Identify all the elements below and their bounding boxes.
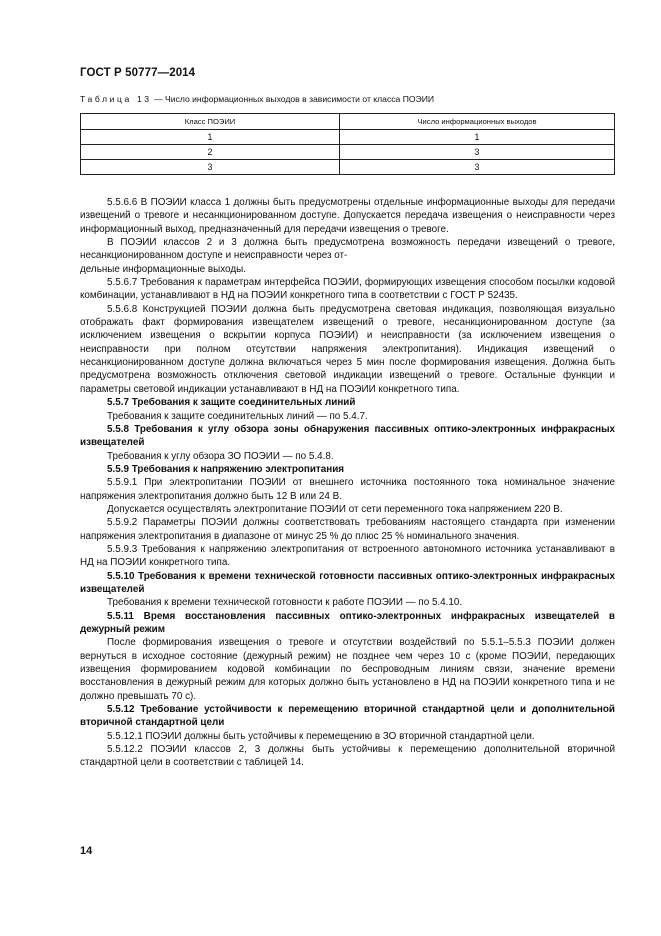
- paragraph: В ПОЭИИ классов 2 и 3 должна быть предусмотрена возможность передачи извещений о тревоге, несанкционированном доступе и неисправности через от-: [80, 237, 615, 262]
- paragraph: После формирования извещения о тревоге и отсутствии воздействий по 5.5.1–5.5.3 ПОЭИИ должен вернуться в исходное состояние (дежурный режим) не позднее чем через 10 с (кроме ПОЭИИ, передающих извещения формированием кодовой комбинации по беспроводным линиям связи, значение времени восстановления в дежурный режим для которых должно быть установлено в НД на ПОЭИИ конкретного типа и не должно превышать 70 с).: [80, 637, 615, 702]
- col-header-outputs: Число информационных выходов: [340, 114, 615, 130]
- table-row: [81, 160, 615, 175]
- table-cell: 3: [81, 160, 340, 175]
- paragraph: 5.5.12.1 ПОЭИИ должны быть устойчивы к перемещению в ЗО вторичной стандартной цели.: [107, 730, 535, 742]
- paragraph: Допускается осуществлять электропитание ПОЭИИ от сети переменного тока напряжением 220 В.: [107, 503, 563, 515]
- paragraph: дельные информационные выходы.: [80, 263, 246, 275]
- table-cell: 1: [340, 130, 615, 145]
- table-cell: 3: [340, 160, 615, 175]
- table-cell: 1: [81, 130, 340, 145]
- section-heading: 5.5.8 Требования к углу обзора зоны обнаружения пассивных оптико-электронных инфракрасных извещателей: [80, 423, 615, 449]
- table-caption-label: Таблица 13: [80, 94, 152, 104]
- table-cell: 3: [340, 145, 615, 160]
- table-caption-text: — Число информационных выходов в зависимости от класса ПОЭИИ: [154, 94, 435, 104]
- table-cell: 2: [81, 145, 340, 160]
- paragraph: 5.5.6.6 В ПОЭИИ класса 1 должны быть предусмотрены отдельные информационные выходы для передачи извещений о тревоге и несанкционированном доступе. Допускается передача извещения о неисправности через информационный выход, предназначенный для передачи извещения о тревоге.: [80, 197, 615, 235]
- paragraph: Требования к защите соединительных линий — по 5.4.7.: [107, 410, 368, 422]
- table-header-row: [81, 114, 615, 130]
- paragraph: 5.5.6.7 Требования к параметрам интерфейса ПОЭИИ, формирующих извещения способом посылки кодовой комбинации, устанавливают в НД на ПОЭИИ конкретного типа в соответствии с ГОСТ Р 52435.: [80, 277, 615, 302]
- table-row: [81, 130, 615, 145]
- table-caption: [80, 94, 434, 104]
- paragraph: Требования к углу обзора ЗО ПОЭИИ — по 5.4.8.: [107, 450, 334, 462]
- paragraph: 5.5.9.2 Параметры ПОЭИИ должны соответствовать требованиям настоящего стандарта при изменении напряжения электропитания в диапазоне от минус 25 % до плюс 25 % номинального значения.: [80, 517, 615, 542]
- paragraph: 5.5.6.8 Конструкцией ПОЭИИ должна быть предусмотрена световая индикация, позволяющая визуально отображать факт формирования извещателем извещений о тревоге, несанкционированном доступе (за исключением извещения о вскрытии корпуса ПОЭИИ) и неисправности (за исключением извещения о неисправности при полном отсутствии напряжения электропитания). Индикация извещений о несанкционированном доступе должна включаться через 5 мин после формирования извещения. Должна быть предусмотрена возможность отключения световой индикации извещений о тревоге. Остальные функции и параметры световой индикации устанавливают в НД на ПОЭИИ конкретного типа.: [80, 303, 615, 395]
- document-body: [80, 196, 615, 770]
- paragraph: 5.5.9.3 Требования к напряжению электропитания от встроенного автономного источника устанавливают в НД на ПОЭИИ конкретного типа.: [80, 543, 615, 569]
- col-header-class: Класс ПОЭИИ: [81, 114, 340, 130]
- document-id: ГОСТ Р 50777—2014: [80, 67, 196, 79]
- section-heading: 5.5.12 Требование устойчивости к перемещению вторичной стандартной цели и дополнительной вторичной стандартной цели: [80, 704, 615, 729]
- section-heading: 5.5.10 Требования к времени технической готовности пассивных оптико-электронных инфракрасных извещателей: [80, 570, 615, 595]
- outputs-table: [80, 113, 615, 175]
- paragraph: 5.5.9.1 При электропитании ПОЭИИ от внешнего источника постоянного тока номинальное значение напряжения электропитания должно быть 12 В или 24 В.: [80, 477, 615, 502]
- page-number: 14: [80, 845, 93, 857]
- table-row: [81, 145, 615, 160]
- section-heading: 5.5.7 Требования к защите соединительных линий: [107, 397, 356, 409]
- paragraph: 5.5.12.2 ПОЭИИ классов 2, 3 должны быть устойчивы к перемещению дополнительной вторичной стандартной цели в соответствии с таблицей 14.: [80, 744, 615, 769]
- paragraph: Требования к времени технической готовности к работе ПОЭИИ — по 5.4.10.: [107, 597, 463, 609]
- section-heading: 5.5.9 Требования к напряжению электропитания: [107, 463, 345, 475]
- section-heading: 5.5.11 Время восстановления пассивных оптико-электронных инфракрасных извещателей в дежурный режим: [80, 610, 615, 635]
